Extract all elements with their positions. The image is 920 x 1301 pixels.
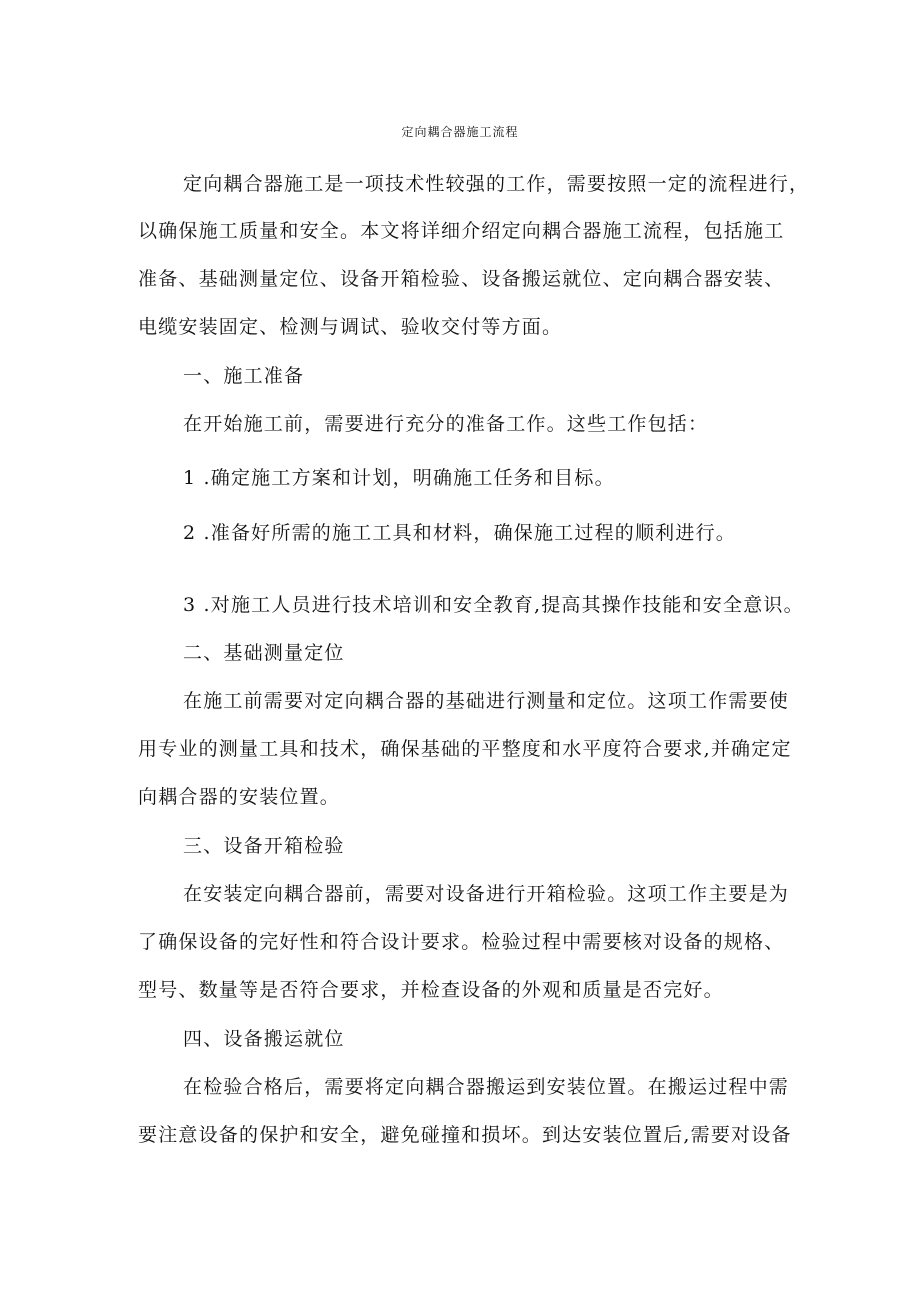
- document-title: 定向耦合器施工流程: [401, 125, 519, 139]
- list-item: 3 .对施工人员进行技术培训和安全教育,提高其操作技能和安全意识。: [183, 594, 804, 616]
- paragraph-line: 要注意设备的保护和安全，避免碰撞和损坏。到达安装位置后,需要对设备: [138, 1124, 792, 1146]
- section-lead: 在开始施工前，需要进行充分的准备工作。这些工作包括：: [183, 413, 709, 435]
- intro-line: 定向耦合器施工是一项技术性较强的工作，需要按照一定的流程进行，: [183, 173, 810, 195]
- paragraph-line: 在施工前需要对定向耦合器的基础进行测量和定位。这项工作需要使: [183, 690, 790, 712]
- paragraph-line: 用专业的测量工具和技术，确保基础的平整度和水平度符合要求,并确定定: [138, 738, 792, 760]
- section-heading: 一、施工准备: [183, 365, 305, 387]
- paragraph-line: 在检验合格后，需要将定向耦合器搬运到安装位置。在搬运过程中需: [183, 1076, 790, 1098]
- section-heading: 三、设备开箱检验: [183, 835, 345, 857]
- paragraph-line: 型号、数量等是否符合要求，并检查设备的外观和质量是否完好。: [138, 979, 724, 1001]
- intro-line: 以确保施工质量和安全。本文将详细介绍定向耦合器施工流程，包括施工: [138, 220, 785, 242]
- intro-line: 准备、基础测量定位、设备开箱检验、设备搬运就位、定向耦合器安装、: [138, 268, 785, 290]
- list-item: 2 .准备好所需的施工工具和材料，确保施工过程的顺利进行。: [183, 522, 736, 544]
- paragraph-line: 向耦合器的安装位置。: [138, 786, 341, 808]
- section-heading: 二、基础测量定位: [183, 642, 345, 664]
- paragraph-line: 了确保设备的完好性和符合设计要求。检验过程中需要核对设备的规格、: [138, 931, 785, 953]
- intro-line: 电缆安装固定、检测与调试、验收交付等方面。: [138, 316, 563, 338]
- paragraph-line: 在安装定向耦合器前，需要对设备进行开箱检验。这项工作主要是为: [183, 883, 790, 905]
- section-heading: 四、设备搬运就位: [183, 1028, 345, 1050]
- list-item: 1 .确定施工方案和计划，明确施工任务和目标。: [183, 467, 615, 489]
